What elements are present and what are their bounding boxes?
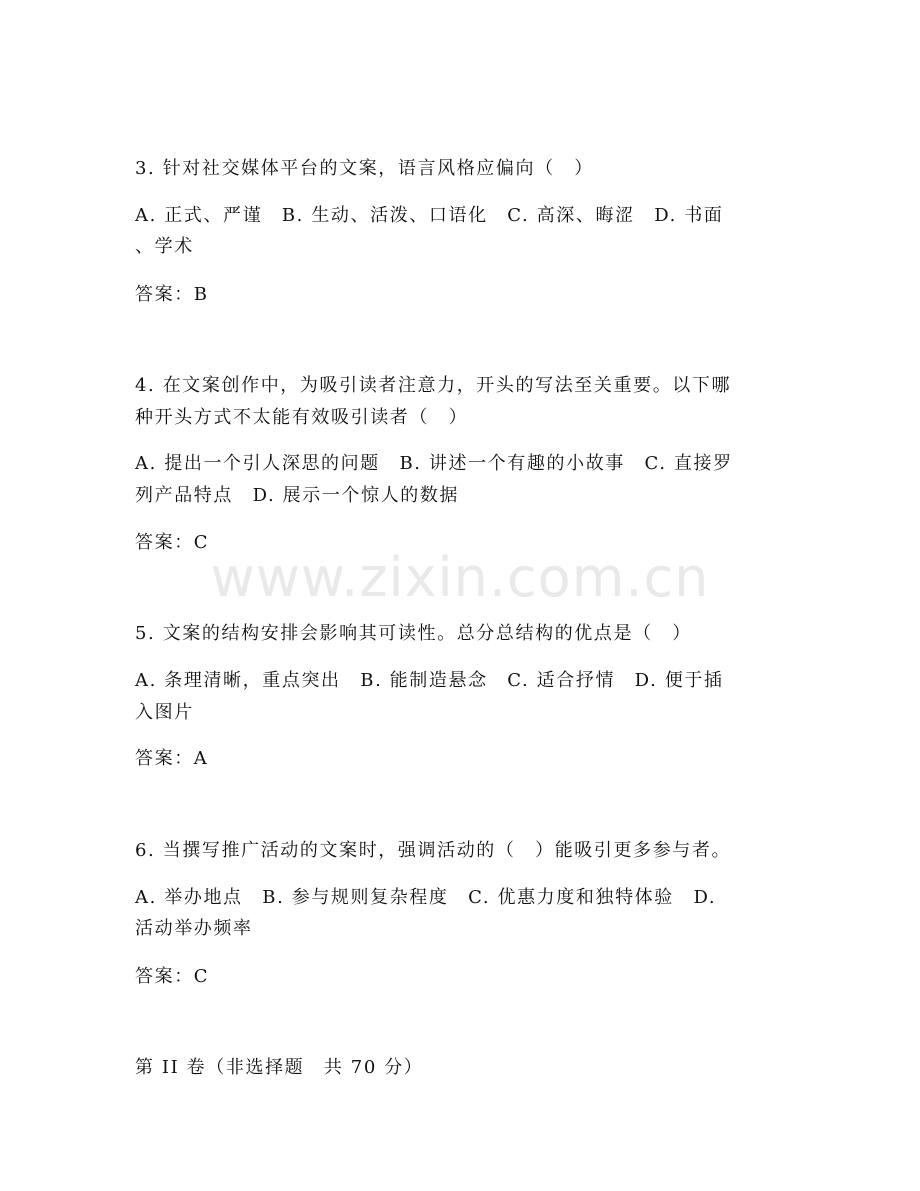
question-6-options-line-1: A. 举办地点 B. 参与规则复杂程度 C. 优惠力度和独特体验 D. <box>135 887 717 908</box>
question-3-options-line-1: A. 正式、严谨 B. 生动、活泼、口语化 C. 高深、晦涩 D. 书面 <box>135 205 724 226</box>
question-3-options-line-2: 、学术 <box>135 236 194 257</box>
question-6-stem-line-1: 6. 当撰写推广活动的文案时，强调活动的（ ）能吸引更多参与者。 <box>135 840 732 861</box>
question-5-options-line-2: 入图片 <box>135 702 194 723</box>
section-title: 第 II 卷（非选择题 共 70 分） <box>135 1057 424 1078</box>
watermark: www.zixin.com.cn <box>210 546 710 609</box>
question-5-answer: 答案：A <box>135 748 209 769</box>
question-3-answer: 答案：B <box>135 284 209 305</box>
question-6-options-line-2: 活动举办频率 <box>135 918 253 939</box>
question-4-options-line-2: 列产品特点 D. 展示一个惊人的数据 <box>135 485 460 506</box>
question-5-stem-line-1: 5. 文案的结构安排会影响其可读性。总分总结构的优点是（ ） <box>135 623 692 644</box>
question-4-stem-line-1: 4. 在文案创作中，为吸引读者注意力，开头的写法至关重要。以下哪 <box>135 375 732 396</box>
question-3-stem-line-1: 3. 针对社交媒体平台的文案，语言风格应偏向（ ） <box>135 158 594 179</box>
question-5-options-line-1: A. 条理清晰，重点突出 B. 能制造悬念 C. 适合抒情 D. 便于插 <box>135 670 724 691</box>
question-6-answer: 答案：C <box>135 966 210 987</box>
question-4-stem-line-2: 种开头方式不太能有效吸引读者（ ） <box>135 407 469 428</box>
question-4-answer: 答案：C <box>135 532 210 553</box>
question-4-options-line-1: A. 提出一个引人深思的问题 B. 讲述一个有趣的小故事 C. 直接罗 <box>135 453 733 474</box>
